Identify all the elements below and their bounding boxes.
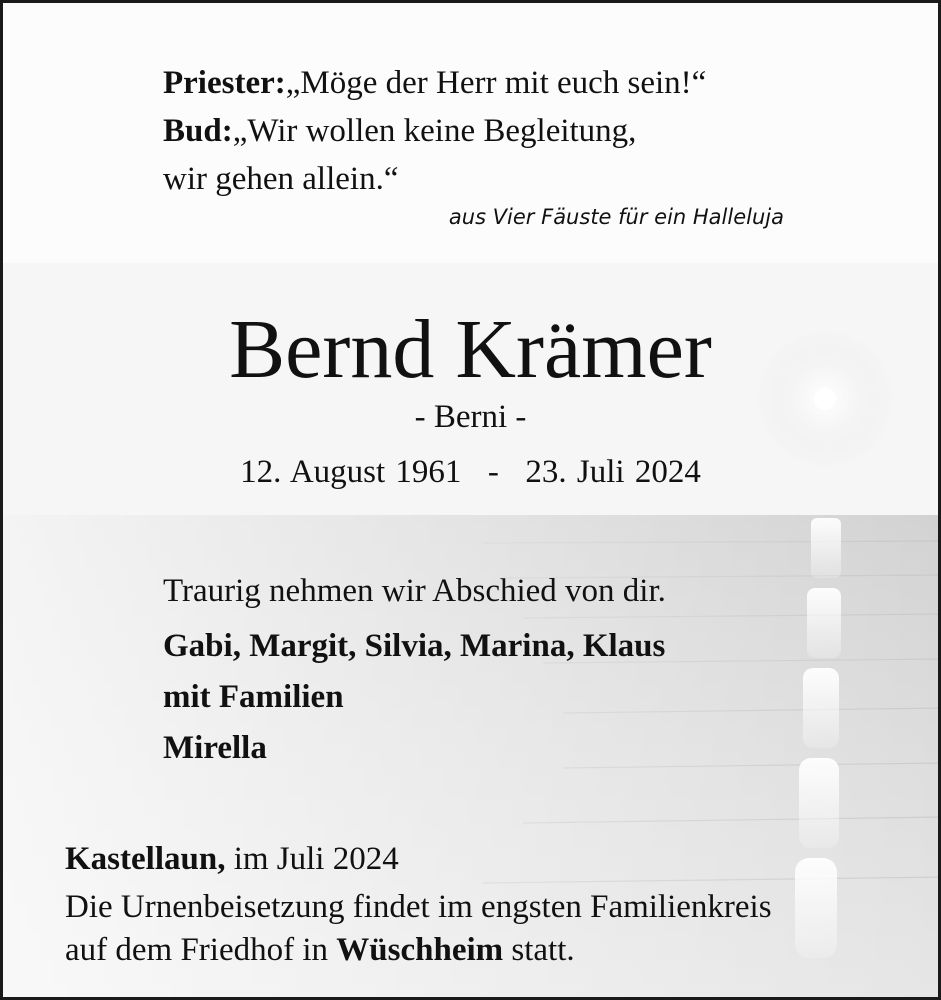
mourner-names: Gabi, Margit, Silvia, Marina, Klaus — [163, 628, 666, 664]
quote-text-2: „Wir wollen keine Begleitung, — [232, 113, 637, 149]
burial-line-1: Die Urnenbeisetzung findet im engsten Familienkreis — [65, 889, 772, 925]
mourner-extra: Mirella — [163, 730, 267, 766]
place-date-line — [65, 841, 399, 878]
quote-text-1: „Möge der Herr mit euch sein!“ — [285, 65, 707, 101]
farewell-text: Traurig nehmen wir Abschied von dir. — [163, 573, 666, 609]
life-dates — [3, 454, 938, 491]
quote-speaker-bud: Bud: — [163, 113, 233, 149]
quote-line-1 — [163, 65, 706, 102]
quote-speaker-priest: Priester: — [163, 65, 286, 101]
mourner-families: mit Familien — [163, 679, 344, 715]
burial-line-2-pre: auf dem Friedhof in — [65, 932, 337, 968]
burial-line-2-post: statt. — [503, 932, 575, 968]
deceased-nickname: - Berni - — [414, 399, 527, 435]
date-separator: - — [487, 454, 499, 490]
burial-location: Wüschheim — [336, 932, 504, 968]
notice-date: im Juli 2024 — [225, 841, 399, 877]
birth-date: 12. August 1961 — [240, 454, 462, 490]
place-name: Kastellaun, — [65, 841, 226, 877]
quote-line-2 — [163, 113, 636, 150]
death-date: 23. Juli 2024 — [525, 454, 701, 490]
quote-line-3: wir gehen allein.“ — [163, 161, 399, 197]
quote-source: aus Vier Fäuste für ein Halleluja — [448, 205, 784, 229]
burial-line-2 — [65, 932, 575, 969]
deceased-name: Bernd Krämer — [229, 303, 712, 396]
